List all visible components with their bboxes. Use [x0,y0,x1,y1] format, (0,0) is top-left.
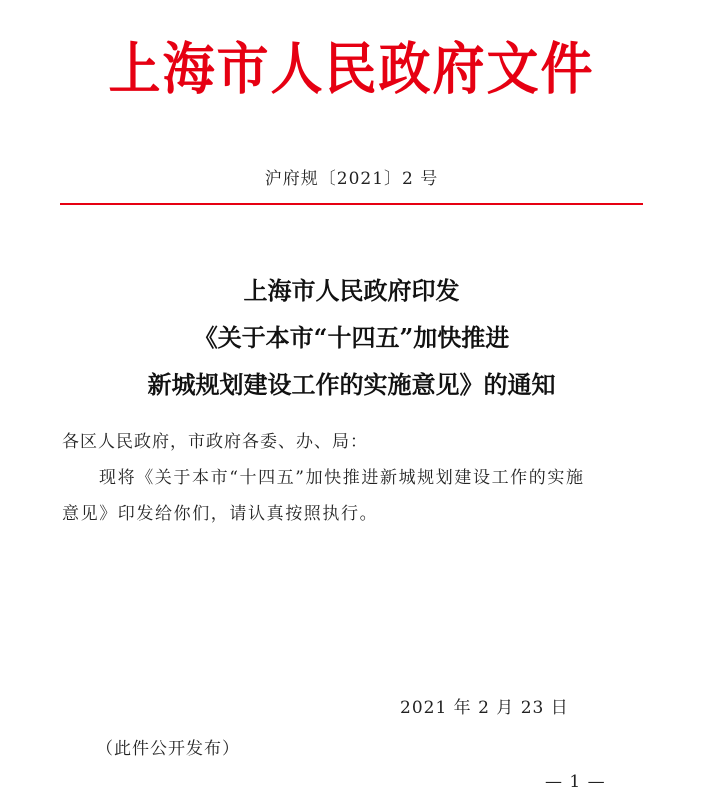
red-divider-line [60,203,643,205]
notice-title-line-3: 新城规划建设工作的实施意见》的通知 [147,370,556,399]
notice-title-line-1: 上海市人民政府印发 [243,276,460,305]
document-masthead: 上海市人民政府文件 [108,36,595,103]
salutation: 各区人民政府，市政府各委、办、局： [62,432,368,452]
publish-note: （此件公开发布） [96,739,240,759]
issue-date: 2021 年 2 月 23 日 [400,698,569,718]
notice-title-line-2: 《关于本市“十四五”加快推进 [193,323,510,352]
document-number: 沪府规〔2021〕2 号 [264,169,439,189]
page-number: — 1 — [545,772,606,792]
body-paragraph-line-2: 意见》印发给你们，请认真按照执行。 [62,504,379,524]
body-paragraph-line-1: 现将《关于本市“十四五”加快推进新城规划建设工作的实施 [99,468,585,488]
